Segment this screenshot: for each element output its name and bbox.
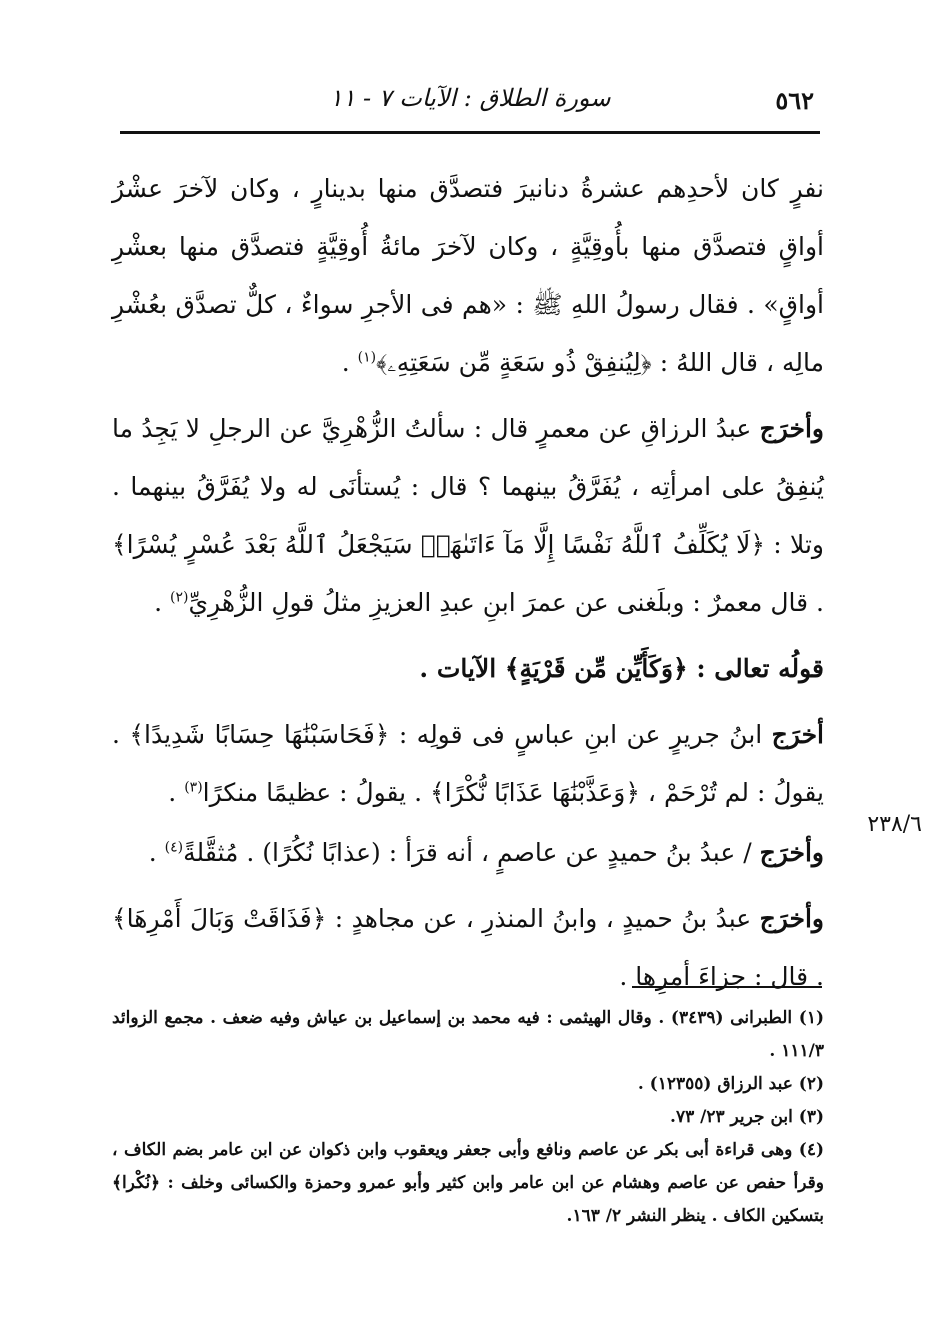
- paragraph-text: عبدُ بنُ حميدٍ ، وابنُ المنذرِ ، عن مجاهدٍ : ﴿فَذَاقَتْ وَبَالَ أَمْرِهَا﴾ . قال : جزاءَ أمرِها .: [112, 904, 824, 991]
- paragraph-tail: .: [341, 348, 358, 377]
- footnote-rule: [632, 986, 822, 988]
- page-header: [120, 82, 820, 122]
- margin-note: ٢٣٨/٦: [867, 812, 922, 837]
- footnote-ref-1: (١): [357, 349, 377, 366]
- paragraph-3: [112, 706, 824, 822]
- paragraph-lead: أخرَج: [771, 720, 824, 749]
- paragraph-lead: وأخرَج: [759, 838, 824, 867]
- main-text: [112, 160, 824, 1014]
- paragraph-tail: .: [154, 588, 171, 617]
- paragraph-text: نفرٍ كان لأحدِهم عشرةُ دنانيرَ فتصدَّق منها بدينارٍ ، وكان لآخرَ عشْرُ أواقٍ فتصدَّق منها بأُوقِيَّةٍ ، وكان لآخرَ مائةُ أُوقِيَّةٍ فتصدَّق منها بعشْرِ أواقٍ» . فقال رسولُ اللهِ ﷺ : «هم فى الأجرِ سواءٌ ، كلٌّ تصدَّق بعُشْرِ مالِه ، قال اللهُ : ﴿لِيُنفِقْ ذُو سَعَةٍ مِّن سَعَتِهِۦ﴾: [112, 174, 824, 377]
- paragraph-4: [112, 824, 824, 882]
- footnote-ref-4: (٤): [164, 839, 184, 856]
- paragraph-5: [112, 890, 824, 1006]
- paragraph-2: [112, 400, 824, 632]
- footnote-ref-2: (٢): [170, 589, 189, 606]
- paragraph-text: / عبدُ بنُ حميدٍ عن عاصمٍ ، أنه قرَأ : (عذابًا نُكُرًا) . مُثقَّلةً: [183, 838, 760, 867]
- paragraph-1: [112, 160, 824, 392]
- footnote-ref-3: (٣): [184, 779, 203, 796]
- footnote-3: (٣) ابن جرير ٢٣/ ٧٣.: [670, 1107, 824, 1127]
- header-rule: [120, 131, 820, 134]
- footnote-1: (١) الطبرانى (٣٤٣٩) . وقال الهيثمى : فيه محمد بن إسماعيل بن عياش وفيه ضعف . مجمع الزوائد ١١١/٣ .: [112, 1008, 825, 1061]
- footnotes: [112, 1002, 824, 1233]
- paragraph-lead: وأخرَج: [759, 414, 824, 443]
- heading-text: ﴿وَكَأَيِّن مِّن قَرْيَةٍ﴾ الآيات .: [419, 654, 697, 683]
- paragraph-tail: .: [148, 838, 165, 867]
- paragraph-lead: وأخرَج: [759, 904, 824, 933]
- section-heading: [112, 640, 824, 698]
- footnote-2: (٢) عبد الرزاق (١٢٣٥٥) .: [637, 1074, 824, 1094]
- paragraph-tail: .: [168, 778, 185, 807]
- footnote-4: (٤) وهى قراءة أبى بكر عن عاصم ونافع وأبى جعفر ويعقوب وابن ذكوان عن ابن عامر بضم الكاف ، وقرأ حفص عن عاصم وهشام عن ابن عامر وابن كثير وأبو عمرو وحمزة والكسائى وخلف : ﴿نُكْرا﴾ بتسكين الكاف . ينظر النشر ٢/ ١٦٣.: [112, 1140, 824, 1226]
- paragraph-text: عبدُ الرزاقِ عن معمرٍ قال : سألتُ الزُّهْرِيَّ عن الرجلِ لا يَجِدُ ما يُنفِقُ على امرأتِه ، يُفَرَّقُ بينهما ؟ قال : يُستأنَى له ولا يُفَرَّقُ بينهما . وتلا : ﴿لَا يُكَلِّفُ ٱللَّهُ نَفْسًا إِلَّا مَآ ءَاتَىٰهَاۚ سَيَجْعَلُ ٱللَّهُ بَعْدَ عُسْرٍ يُسْرًا﴾ . قال معمرٌ : وبلَغنى عن عمرَ ابنِ عبدِ العزيزِ مثلُ قولِ الزُّهْرِيِّ: [112, 414, 824, 617]
- page-number: ٥٦٢: [775, 86, 814, 115]
- heading-lead: قولُه تعالى :: [696, 654, 824, 683]
- paragraph-text: ابنُ جريرٍ عن ابنِ عباسٍ فى قولِه : ﴿فَحَاسَبْنَٰهَا حِسَابًا شَدِيدًا﴾ . يقولُ : لم تُرْحَمْ ، ﴿وَعَذَّبْنَٰهَا عَذَابًا نُّكْرًا﴾ . يقولُ : عظيمًا منكرًا: [112, 720, 824, 807]
- running-title: سورة الطلاق : الآيات ٧ - ١١: [329, 84, 611, 112]
